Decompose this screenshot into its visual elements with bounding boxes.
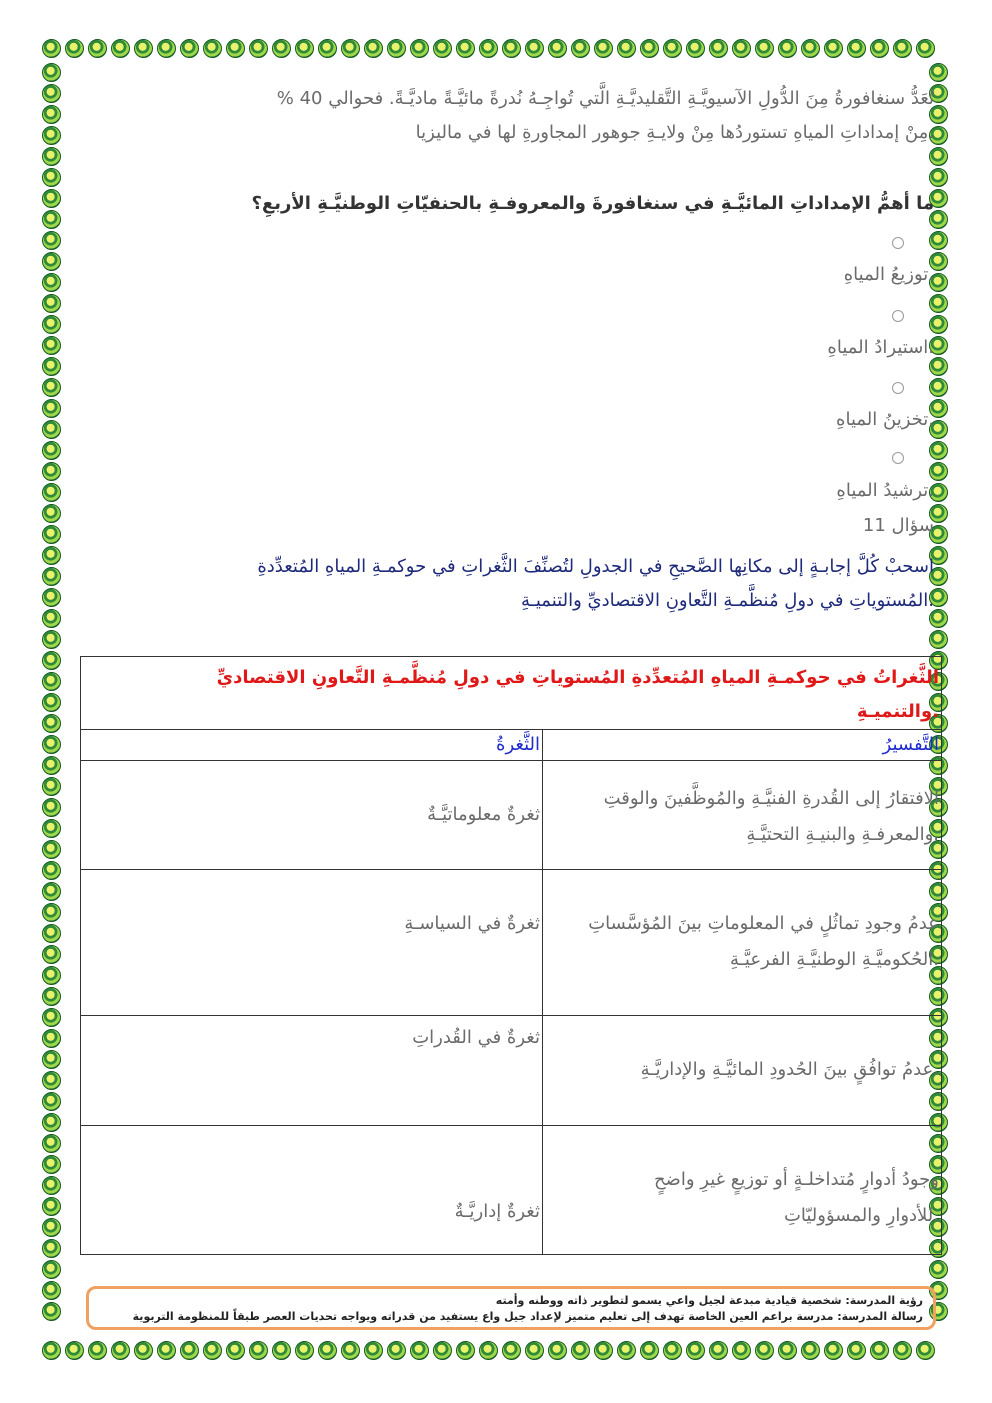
decorative-border-top <box>40 38 937 59</box>
globe-bead-icon <box>42 840 61 859</box>
instruction-line-2: .المُستوياتِ في دولِ مُنظَّمـةِ التَّعاونِ الاقتصاديِّ والتنميـةِ <box>520 590 934 611</box>
table-title-line-1: الثَّغراتُ في حوكمـةِ المياهِ المُتعدِّدةِ المُستوياتِ في دولِ مُنظَّمـةِ التَّعاونِ الاقتصاديِّ <box>216 667 939 688</box>
intro-line-1: تُعَدُّ سنغافورةُ مِنَ الدُّولِ الآسيويَّـةِ التَّقليديَّـةِ الَّتي تُواجِـهُ نُدرةً مائيَّـةً ماديَّـةً. فحوالي 40 % <box>276 88 934 109</box>
globe-bead-icon <box>929 630 948 649</box>
globe-bead-icon <box>42 1341 61 1360</box>
radio-button[interactable] <box>892 452 904 464</box>
draggable-answer[interactable]: ثغرةٌ في القُدراتِ <box>412 1027 540 1048</box>
globe-bead-icon <box>42 1239 61 1258</box>
globe-bead-icon <box>929 357 948 376</box>
explanation-line: .للأدوارِ والمسؤوليّاتِ <box>783 1205 939 1226</box>
globe-bead-icon <box>709 39 728 58</box>
globe-bead-icon <box>755 1341 774 1360</box>
globe-bead-icon <box>387 39 406 58</box>
globe-bead-icon <box>134 1341 153 1360</box>
globe-bead-icon <box>42 378 61 397</box>
explanation-line: عدمُ وجودِ تماثُلٍ في المعلوماتِ بينَ المُؤسَّساتِ <box>588 913 939 934</box>
school-footer <box>86 1286 936 1330</box>
globe-bead-icon <box>732 39 751 58</box>
instruction-line-1: اسحبْ كُلَّ إجابـةٍ إلى مكانِها الصَّحيحِ في الجدولِ لتُصنِّفَ الثَّغراتِ في حوكمـةِ المياهِ المُتعدِّدةِ <box>257 556 934 577</box>
globe-bead-icon <box>42 84 61 103</box>
option-label: .توزيعُ المياهِ <box>843 264 934 285</box>
globe-bead-icon <box>42 147 61 166</box>
globe-bead-icon <box>571 39 590 58</box>
globe-bead-icon <box>88 1341 107 1360</box>
table-row <box>81 1016 942 1126</box>
header-explanation: التَّفسيرُ <box>543 730 942 761</box>
globe-bead-icon <box>640 1341 659 1360</box>
globe-bead-icon <box>42 798 61 817</box>
globe-bead-icon <box>42 588 61 607</box>
radio-button[interactable] <box>892 382 904 394</box>
globe-bead-icon <box>295 39 314 58</box>
globe-bead-icon <box>893 1341 912 1360</box>
classification-table <box>80 656 942 1255</box>
globe-bead-icon <box>929 63 948 82</box>
globe-bead-icon <box>42 987 61 1006</box>
globe-bead-icon <box>42 651 61 670</box>
globe-bead-icon <box>663 39 682 58</box>
globe-bead-icon <box>42 105 61 124</box>
globe-bead-icon <box>42 168 61 187</box>
globe-bead-icon <box>272 39 291 58</box>
globe-bead-icon <box>203 39 222 58</box>
globe-bead-icon <box>42 1029 61 1048</box>
globe-bead-icon <box>525 39 544 58</box>
draggable-answer[interactable]: ثغرةٌ إداريَّـةٌ <box>454 1201 540 1222</box>
globe-bead-icon <box>686 39 705 58</box>
globe-bead-icon <box>42 882 61 901</box>
globe-bead-icon <box>157 39 176 58</box>
globe-bead-icon <box>42 210 61 229</box>
option-label: .ترشيدُ المياهِ <box>836 480 934 501</box>
globe-bead-icon <box>686 1341 705 1360</box>
globe-bead-icon <box>410 1341 429 1360</box>
globe-bead-icon <box>778 1341 797 1360</box>
globe-bead-icon <box>410 39 429 58</box>
globe-bead-icon <box>916 39 935 58</box>
globe-bead-icon <box>295 1341 314 1360</box>
globe-bead-icon <box>203 1341 222 1360</box>
option-label: .تخزينُ المياهِ <box>836 409 934 430</box>
globe-bead-icon <box>157 1341 176 1360</box>
globe-bead-icon <box>134 39 153 58</box>
explanation-cell <box>543 1126 942 1255</box>
globe-bead-icon <box>65 39 84 58</box>
globe-bead-icon <box>847 39 866 58</box>
table-row <box>81 1126 942 1255</box>
explanation-line: .الحُكوميَّـةِ الوطنيَّـةِ الفرعيَّـةِ <box>729 949 939 970</box>
globe-bead-icon <box>870 1341 889 1360</box>
globe-bead-icon <box>709 1341 728 1360</box>
globe-bead-icon <box>594 1341 613 1360</box>
globe-bead-icon <box>824 1341 843 1360</box>
explanation-line: .والمعرفـةِ والبنيـةِ التحتيَّـةِ <box>746 824 939 845</box>
globe-bead-icon <box>929 168 948 187</box>
globe-bead-icon <box>479 39 498 58</box>
globe-bead-icon <box>42 189 61 208</box>
globe-bead-icon <box>929 462 948 481</box>
globe-bead-icon <box>341 39 360 58</box>
globe-bead-icon <box>929 231 948 250</box>
instruction-paragraph <box>74 550 934 618</box>
globe-bead-icon <box>42 546 61 565</box>
globe-bead-icon <box>42 1155 61 1174</box>
globe-bead-icon <box>456 39 475 58</box>
table-title <box>81 657 942 730</box>
radio-button[interactable] <box>892 237 904 249</box>
globe-bead-icon <box>663 1341 682 1360</box>
globe-bead-icon <box>318 1341 337 1360</box>
globe-bead-icon <box>42 420 61 439</box>
globe-bead-icon <box>929 315 948 334</box>
globe-bead-icon <box>42 861 61 880</box>
globe-bead-icon <box>778 39 797 58</box>
globe-bead-icon <box>42 441 61 460</box>
globe-bead-icon <box>801 39 820 58</box>
globe-bead-icon <box>571 1341 590 1360</box>
globe-bead-icon <box>525 1341 544 1360</box>
globe-bead-icon <box>548 1341 567 1360</box>
globe-bead-icon <box>42 1302 61 1321</box>
globe-bead-icon <box>42 399 61 418</box>
globe-bead-icon <box>42 903 61 922</box>
gap-drop-zone[interactable] <box>81 870 543 1016</box>
globe-bead-icon <box>42 1071 61 1090</box>
globe-bead-icon <box>42 252 61 271</box>
globe-bead-icon <box>42 1050 61 1069</box>
globe-bead-icon <box>502 1341 521 1360</box>
globe-bead-icon <box>42 294 61 313</box>
explanation-line: وجودُ أدوارٍ مُتداخلـةٍ أو توزيعٍ غيرِ واضحٍ <box>653 1169 939 1190</box>
globe-bead-icon <box>42 609 61 628</box>
explanation-line: .عدمُ توافُقٍ بينَ الحُدودِ المائيَّـةِ والإداريَّـةِ <box>640 1059 939 1080</box>
globe-bead-icon <box>42 756 61 775</box>
globe-bead-icon <box>42 1197 61 1216</box>
globe-bead-icon <box>249 39 268 58</box>
school-mission: رسالة المدرسة: مدرسة براعم العين الخاصة تهدف إلى تعليم متميز لإعداد جيل واع يستفيد من قدراته ويواجه تحديات العصر طبقاً للمنظومة التربوية <box>132 1310 923 1323</box>
globe-bead-icon <box>433 1341 452 1360</box>
globe-bead-icon <box>42 39 61 58</box>
table-title-line-2: .والتنميـةِ <box>856 701 939 722</box>
globe-bead-icon <box>916 1341 935 1360</box>
globe-bead-icon <box>42 504 61 523</box>
globe-bead-icon <box>42 357 61 376</box>
globe-bead-icon <box>617 39 636 58</box>
globe-bead-icon <box>42 126 61 145</box>
draggable-answer[interactable]: ثغرةٌ في السياسـةِ <box>404 913 540 934</box>
globe-bead-icon <box>617 1341 636 1360</box>
globe-bead-icon <box>249 1341 268 1360</box>
globe-bead-icon <box>929 441 948 460</box>
globe-bead-icon <box>42 273 61 292</box>
globe-bead-icon <box>42 945 61 964</box>
globe-bead-icon <box>929 294 948 313</box>
globe-bead-icon <box>42 483 61 502</box>
globe-bead-icon <box>42 735 61 754</box>
globe-bead-icon <box>893 39 912 58</box>
globe-bead-icon <box>479 1341 498 1360</box>
globe-bead-icon <box>111 1341 130 1360</box>
globe-bead-icon <box>65 1341 84 1360</box>
explanation-cell <box>543 761 942 870</box>
globe-bead-icon <box>929 378 948 397</box>
globe-bead-icon <box>42 63 61 82</box>
globe-bead-icon <box>42 819 61 838</box>
draggable-answer[interactable]: ثغرةٌ معلوماتيَّـةٌ <box>427 804 540 825</box>
option-label: .استيرادُ المياهِ <box>827 337 934 358</box>
globe-bead-icon <box>801 1341 820 1360</box>
intro-paragraph <box>80 82 934 150</box>
globe-bead-icon <box>341 1341 360 1360</box>
globe-bead-icon <box>42 525 61 544</box>
globe-bead-icon <box>180 1341 199 1360</box>
explanation-cell <box>543 870 942 1016</box>
intro-line-2: .مِنْ إمداداتِ المياهِ تستوردُها مِنْ ولايـةِ جوهور المجاورةِ لها في ماليزيا <box>415 122 934 143</box>
table-row <box>81 870 942 1016</box>
globe-bead-icon <box>502 39 521 58</box>
globe-bead-icon <box>88 39 107 58</box>
question-text: ما أهمُّ الإمداداتِ المائيَّـةِ في سنغافورةَ والمعروفـةِ بالحنفيّاتِ الوطنيَّـةِ الأربعِ؟ <box>251 193 934 214</box>
globe-bead-icon <box>42 630 61 649</box>
globe-bead-icon <box>318 39 337 58</box>
globe-bead-icon <box>847 1341 866 1360</box>
globe-bead-icon <box>42 966 61 985</box>
globe-bead-icon <box>929 1260 948 1279</box>
globe-bead-icon <box>111 39 130 58</box>
decorative-border-bottom <box>40 1340 937 1361</box>
globe-bead-icon <box>42 693 61 712</box>
globe-bead-icon <box>364 39 383 58</box>
explanation-cell <box>543 1016 942 1126</box>
globe-bead-icon <box>42 672 61 691</box>
gap-drop-zone[interactable] <box>81 1016 543 1126</box>
globe-bead-icon <box>272 1341 291 1360</box>
globe-bead-icon <box>42 315 61 334</box>
explanation-line: الافتقارُ إلى القُدرةِ الفنيَّـةِ والمُوظَّفينَ والوقتِ <box>603 788 939 809</box>
gap-drop-zone[interactable] <box>81 1126 543 1255</box>
globe-bead-icon <box>42 462 61 481</box>
globe-bead-icon <box>42 1008 61 1027</box>
globe-bead-icon <box>387 1341 406 1360</box>
globe-bead-icon <box>42 1176 61 1195</box>
globe-bead-icon <box>42 1113 61 1132</box>
question-number: سؤال 11 <box>862 515 934 536</box>
globe-bead-icon <box>433 39 452 58</box>
radio-button[interactable] <box>892 310 904 322</box>
header-gap: الثَّغرةُ <box>81 730 543 761</box>
globe-bead-icon <box>364 1341 383 1360</box>
globe-bead-icon <box>180 39 199 58</box>
globe-bead-icon <box>226 39 245 58</box>
globe-bead-icon <box>42 924 61 943</box>
globe-bead-icon <box>42 1218 61 1237</box>
globe-bead-icon <box>42 1134 61 1153</box>
globe-bead-icon <box>226 1341 245 1360</box>
globe-bead-icon <box>42 1281 61 1300</box>
globe-bead-icon <box>42 1092 61 1111</box>
decorative-border-left <box>40 62 63 1322</box>
globe-bead-icon <box>42 231 61 250</box>
globe-bead-icon <box>456 1341 475 1360</box>
globe-bead-icon <box>594 39 613 58</box>
globe-bead-icon <box>548 39 567 58</box>
globe-bead-icon <box>755 39 774 58</box>
school-vision: رؤية المدرسة: شخصية قيادية مبدعة لجيل واعي يسمو لتطوير ذاته ووطنه وأمته <box>495 1294 923 1307</box>
gap-drop-zone[interactable] <box>81 761 543 870</box>
globe-bead-icon <box>42 714 61 733</box>
globe-bead-icon <box>732 1341 751 1360</box>
globe-bead-icon <box>42 336 61 355</box>
globe-bead-icon <box>42 1260 61 1279</box>
table-row <box>81 761 942 870</box>
globe-bead-icon <box>870 39 889 58</box>
globe-bead-icon <box>824 39 843 58</box>
globe-bead-icon <box>640 39 659 58</box>
globe-bead-icon <box>42 567 61 586</box>
globe-bead-icon <box>42 777 61 796</box>
